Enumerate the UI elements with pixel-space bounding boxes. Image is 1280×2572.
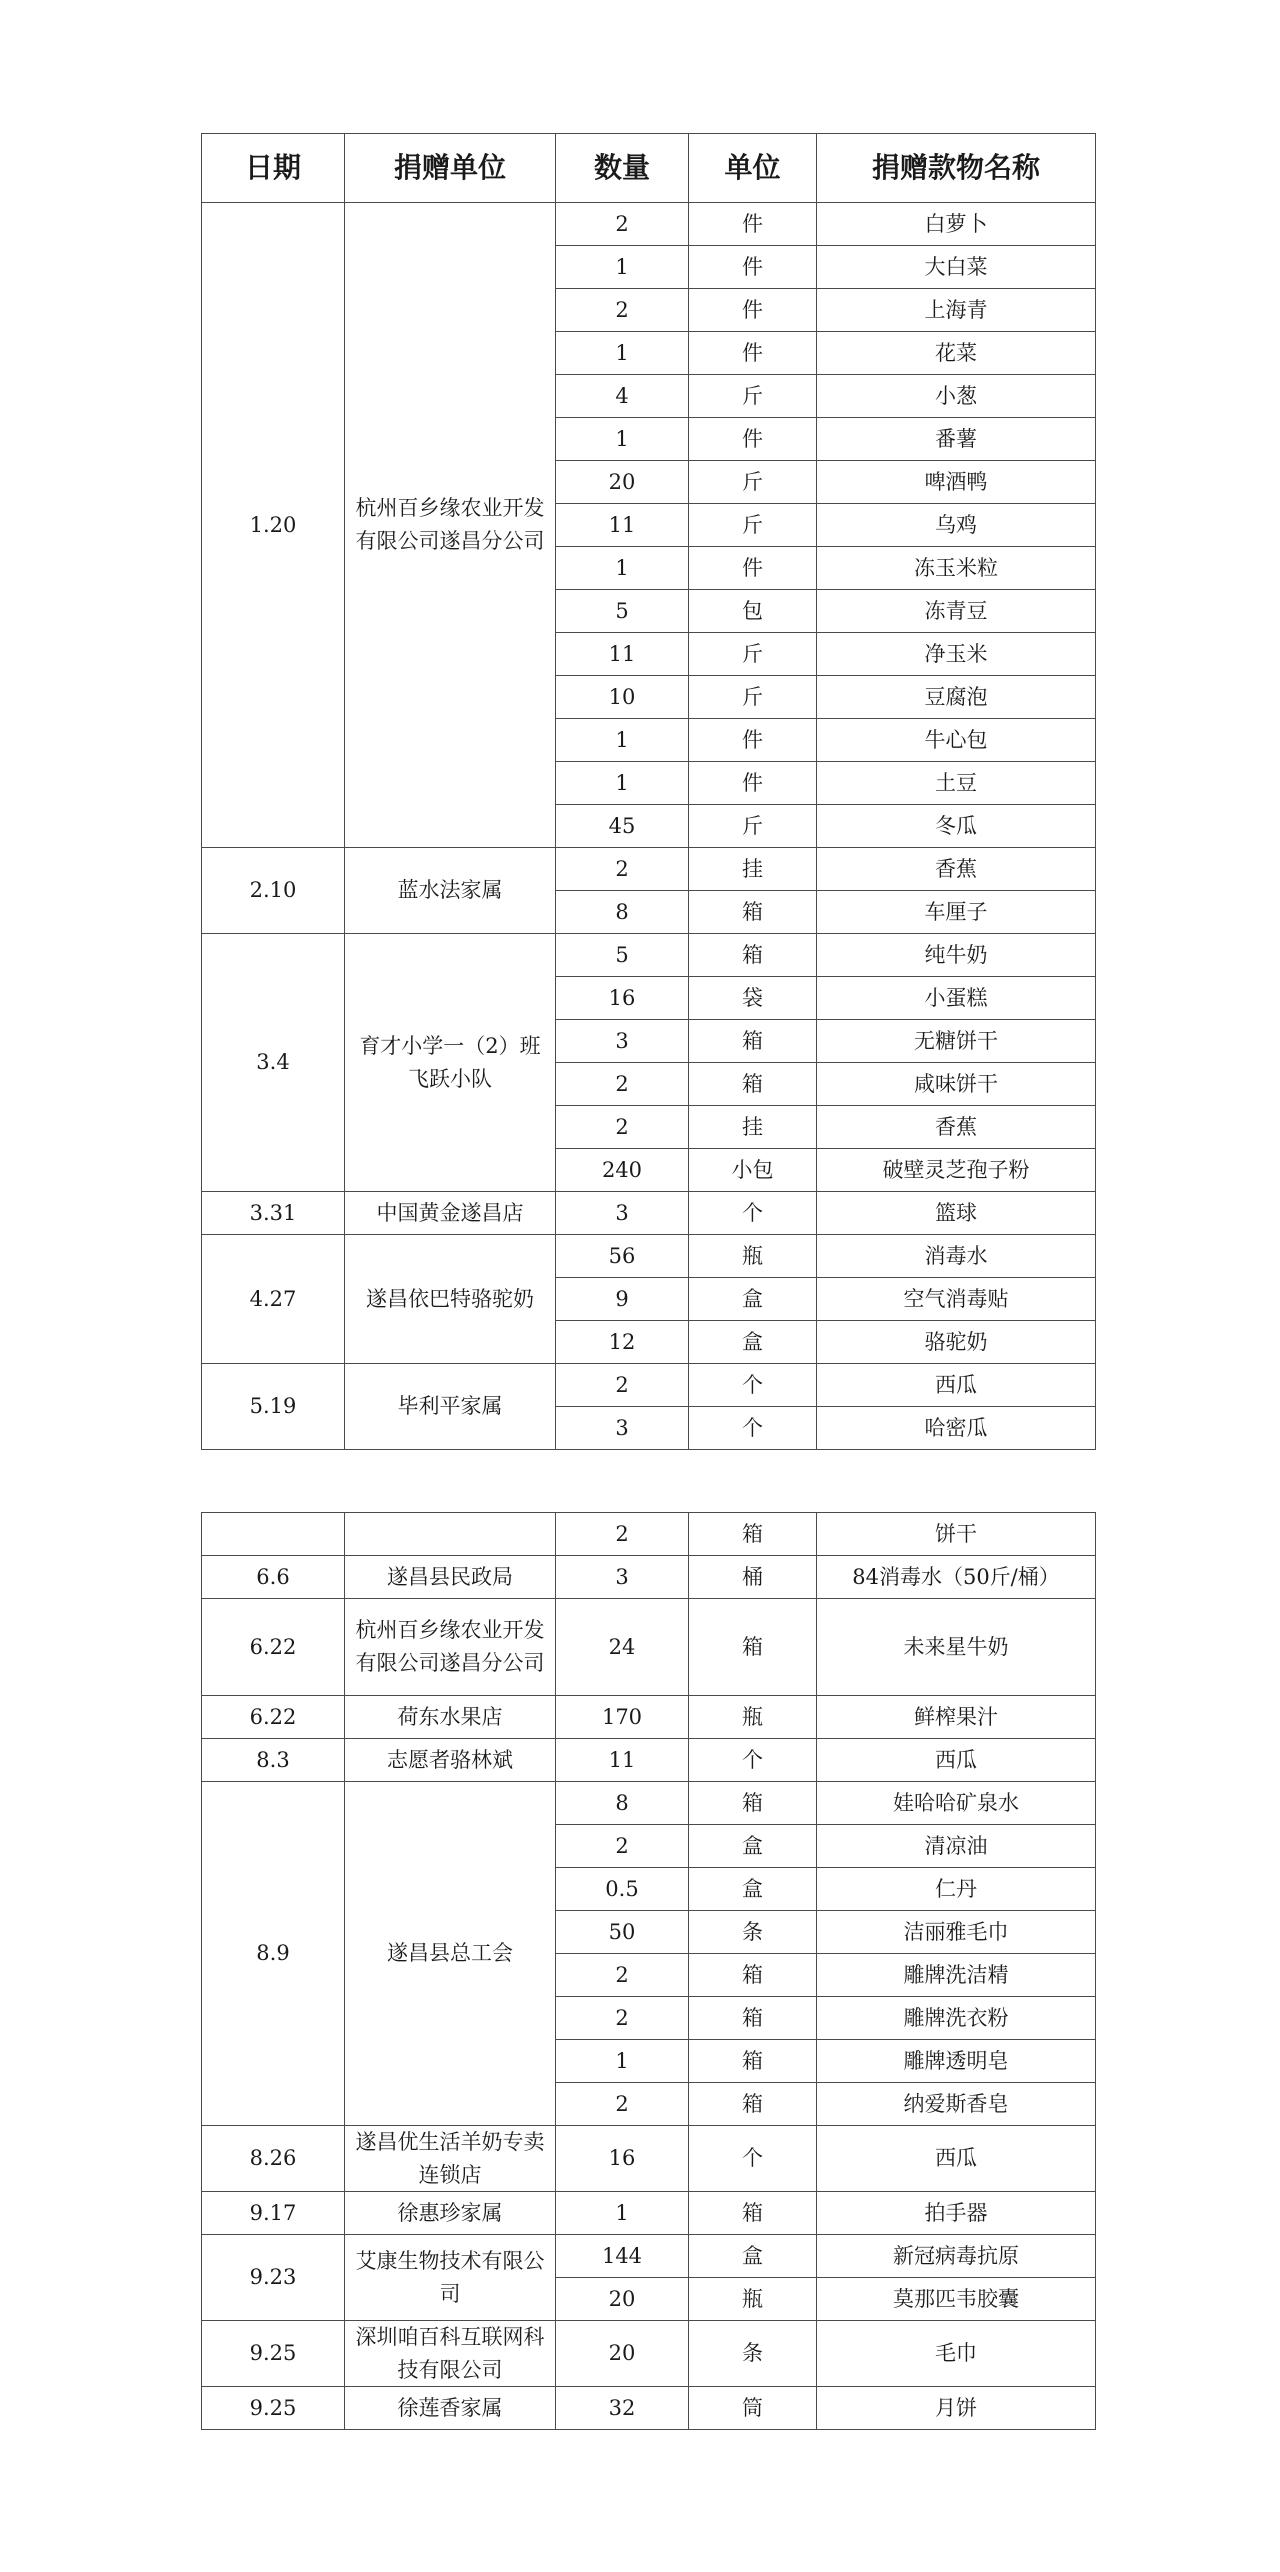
unit-cell: 个 [689,2126,817,2192]
item-cell: 番薯 [817,418,1096,461]
unit-cell: 箱 [689,2083,817,2126]
item-cell: 车厘子 [817,891,1096,934]
item-cell: 冬瓜 [817,805,1096,848]
item-cell: 土豆 [817,762,1096,805]
date-cell: 8.26 [202,2126,345,2192]
item-cell: 咸味饼干 [817,1063,1096,1106]
unit-cell: 斤 [689,633,817,676]
unit-cell: 袋 [689,977,817,1020]
table-row [202,1235,1096,1278]
table-row [202,1782,1096,1825]
date-cell: 6.22 [202,1696,345,1739]
item-cell: 莫那匹韦胶囊 [817,2278,1096,2321]
unit-cell: 包 [689,590,817,633]
unit-cell: 个 [689,1364,817,1407]
table-row [202,934,1096,977]
unit-cell: 斤 [689,676,817,719]
quantity-cell: 11 [556,1739,689,1782]
unit-cell: 箱 [689,1954,817,1997]
table-row [202,2192,1096,2235]
quantity-cell: 2 [556,1825,689,1868]
quantity-cell: 3 [556,1556,689,1599]
unit-cell: 箱 [689,1020,817,1063]
date-cell: 4.27 [202,1235,345,1364]
table-row [202,2321,1096,2387]
table-row [202,2387,1096,2430]
unit-cell: 斤 [689,461,817,504]
quantity-cell: 3 [556,1192,689,1235]
date-cell: 5.19 [202,1364,345,1450]
donor-cell: 志愿者骆林斌 [345,1739,556,1782]
unit-cell: 箱 [689,1599,817,1696]
unit-cell: 条 [689,2321,817,2387]
table-row [202,1599,1096,1696]
item-cell: 哈密瓜 [817,1407,1096,1450]
unit-cell: 件 [689,289,817,332]
item-cell: 84消毒水（50斤/桶） [817,1556,1096,1599]
unit-cell: 小包 [689,1149,817,1192]
unit-cell: 桶 [689,1556,817,1599]
quantity-cell: 2 [556,1106,689,1149]
unit-cell: 瓶 [689,1235,817,1278]
quantity-cell: 1 [556,2040,689,2083]
date-cell: 9.25 [202,2387,345,2430]
item-cell: 西瓜 [817,1739,1096,1782]
date-cell [202,1513,345,1556]
unit-cell: 个 [689,1192,817,1235]
unit-cell: 斤 [689,504,817,547]
unit-cell: 箱 [689,1513,817,1556]
table-row [202,1696,1096,1739]
quantity-cell: 2 [556,1997,689,2040]
unit-cell: 箱 [689,2192,817,2235]
donor-cell: 徐惠珍家属 [345,2192,556,2235]
unit-cell: 瓶 [689,1696,817,1739]
table-row [202,1513,1096,1556]
donation-table-1 [201,133,1096,1450]
item-cell: 未来星牛奶 [817,1599,1096,1696]
date-cell: 9.25 [202,2321,345,2387]
donation-table-2 [201,1512,1096,2430]
item-cell: 啤酒鸭 [817,461,1096,504]
table-row [202,1556,1096,1599]
table-row [202,203,1096,246]
item-cell: 雕牌洗洁精 [817,1954,1096,1997]
unit-cell: 斤 [689,375,817,418]
quantity-cell: 12 [556,1321,689,1364]
quantity-cell: 1 [556,719,689,762]
quantity-cell: 16 [556,977,689,1020]
quantity-cell: 0.5 [556,1868,689,1911]
quantity-cell: 45 [556,805,689,848]
quantity-cell: 5 [556,590,689,633]
unit-cell: 个 [689,1739,817,1782]
donor-cell: 毕利平家属 [345,1364,556,1450]
unit-cell: 个 [689,1407,817,1450]
quantity-cell: 2 [556,2083,689,2126]
date-cell: 6.6 [202,1556,345,1599]
date-cell: 9.23 [202,2235,345,2321]
unit-cell: 盒 [689,1868,817,1911]
donor-cell: 中国黄金遂昌店 [345,1192,556,1235]
item-cell: 仁丹 [817,1868,1096,1911]
quantity-cell: 8 [556,891,689,934]
item-cell: 毛巾 [817,2321,1096,2387]
item-cell: 白萝卜 [817,203,1096,246]
unit-cell: 斤 [689,805,817,848]
quantity-cell: 2 [556,1513,689,1556]
donor-cell: 深圳咱百科互联网科技有限公司 [345,2321,556,2387]
quantity-cell: 11 [556,633,689,676]
table-row [202,1739,1096,1782]
item-cell: 拍手器 [817,2192,1096,2235]
date-cell: 6.22 [202,1599,345,1696]
quantity-cell: 10 [556,676,689,719]
quantity-cell: 20 [556,2321,689,2387]
item-cell: 大白菜 [817,246,1096,289]
item-cell: 鲜榨果汁 [817,1696,1096,1739]
unit-cell: 瓶 [689,2278,817,2321]
table-row [202,2235,1096,2278]
item-cell: 乌鸡 [817,504,1096,547]
quantity-cell: 2 [556,289,689,332]
quantity-cell: 1 [556,418,689,461]
item-cell: 牛心包 [817,719,1096,762]
unit-cell: 盒 [689,1278,817,1321]
item-cell: 纯牛奶 [817,934,1096,977]
quantity-cell: 2 [556,1954,689,1997]
item-cell: 香蕉 [817,1106,1096,1149]
item-cell: 消毒水 [817,1235,1096,1278]
item-cell: 上海青 [817,289,1096,332]
donor-cell: 蓝水法家属 [345,848,556,934]
quantity-cell: 56 [556,1235,689,1278]
unit-cell: 盒 [689,2235,817,2278]
item-cell: 冻玉米粒 [817,547,1096,590]
donor-cell: 杭州百乡缘农业开发有限公司遂昌分公司 [345,203,556,848]
quantity-cell: 1 [556,332,689,375]
header-quantity: 数量 [556,134,689,203]
date-cell: 1.20 [202,203,345,848]
item-cell: 冻青豆 [817,590,1096,633]
header-donor: 捐赠单位 [345,134,556,203]
quantity-cell: 2 [556,1063,689,1106]
header-date: 日期 [202,134,345,203]
quantity-cell: 2 [556,848,689,891]
item-cell: 豆腐泡 [817,676,1096,719]
quantity-cell: 2 [556,203,689,246]
date-cell: 8.9 [202,1782,345,2126]
quantity-cell: 20 [556,2278,689,2321]
quantity-cell: 170 [556,1696,689,1739]
quantity-cell: 20 [556,461,689,504]
item-cell: 雕牌透明皂 [817,2040,1096,2083]
date-cell: 3.4 [202,934,345,1192]
item-cell: 西瓜 [817,1364,1096,1407]
item-cell: 小葱 [817,375,1096,418]
unit-cell: 件 [689,547,817,590]
item-cell: 香蕉 [817,848,1096,891]
header-item: 捐赠款物名称 [817,134,1096,203]
quantity-cell: 11 [556,504,689,547]
quantity-cell: 16 [556,2126,689,2192]
donor-cell: 遂昌县民政局 [345,1556,556,1599]
item-cell: 篮球 [817,1192,1096,1235]
header-unit: 单位 [689,134,817,203]
quantity-cell: 3 [556,1020,689,1063]
donor-cell: 遂昌依巴特骆驼奶 [345,1235,556,1364]
quantity-cell: 4 [556,375,689,418]
item-cell: 净玉米 [817,633,1096,676]
unit-cell: 箱 [689,2040,817,2083]
donor-cell: 荷东水果店 [345,1696,556,1739]
donor-cell: 杭州百乡缘农业开发有限公司遂昌分公司 [345,1599,556,1696]
date-cell: 2.10 [202,848,345,934]
quantity-cell: 32 [556,2387,689,2430]
quantity-cell: 1 [556,246,689,289]
quantity-cell: 8 [556,1782,689,1825]
unit-cell: 箱 [689,1997,817,2040]
item-cell: 娃哈哈矿泉水 [817,1782,1096,1825]
unit-cell: 箱 [689,891,817,934]
quantity-cell: 1 [556,2192,689,2235]
item-cell: 破壁灵芝孢子粉 [817,1149,1096,1192]
item-cell: 洁丽雅毛巾 [817,1911,1096,1954]
quantity-cell: 1 [556,547,689,590]
unit-cell: 件 [689,246,817,289]
item-cell: 无糖饼干 [817,1020,1096,1063]
item-cell: 空气消毒贴 [817,1278,1096,1321]
item-cell: 饼干 [817,1513,1096,1556]
quantity-cell: 24 [556,1599,689,1696]
item-cell: 清凉油 [817,1825,1096,1868]
unit-cell: 挂 [689,848,817,891]
quantity-cell: 50 [556,1911,689,1954]
item-cell: 纳爱斯香皂 [817,2083,1096,2126]
date-cell: 3.31 [202,1192,345,1235]
unit-cell: 箱 [689,1782,817,1825]
donor-cell: 遂昌县总工会 [345,1782,556,2126]
donor-cell: 育才小学一（2）班飞跃小队 [345,934,556,1192]
donor-cell: 艾康生物技术有限公司 [345,2235,556,2321]
quantity-cell: 3 [556,1407,689,1450]
table-row [202,1192,1096,1235]
item-cell: 骆驼奶 [817,1321,1096,1364]
unit-cell: 件 [689,719,817,762]
item-cell: 花菜 [817,332,1096,375]
date-cell: 8.3 [202,1739,345,1782]
table-row [202,848,1096,891]
item-cell: 新冠病毒抗原 [817,2235,1096,2278]
item-cell: 雕牌洗衣粉 [817,1997,1096,2040]
unit-cell: 筒 [689,2387,817,2430]
donor-cell: 遂昌优生活羊奶专卖连锁店 [345,2126,556,2192]
unit-cell: 挂 [689,1106,817,1149]
quantity-cell: 240 [556,1149,689,1192]
donor-cell [345,1513,556,1556]
date-cell: 9.17 [202,2192,345,2235]
quantity-cell: 2 [556,1364,689,1407]
header-row [202,134,1096,203]
unit-cell: 件 [689,203,817,246]
unit-cell: 件 [689,332,817,375]
unit-cell: 盒 [689,1321,817,1364]
table-row [202,1364,1096,1407]
item-cell: 月饼 [817,2387,1096,2430]
quantity-cell: 144 [556,2235,689,2278]
quantity-cell: 5 [556,934,689,977]
item-cell: 小蛋糕 [817,977,1096,1020]
unit-cell: 盒 [689,1825,817,1868]
item-cell: 西瓜 [817,2126,1096,2192]
unit-cell: 箱 [689,1063,817,1106]
quantity-cell: 9 [556,1278,689,1321]
unit-cell: 箱 [689,934,817,977]
unit-cell: 件 [689,762,817,805]
unit-cell: 件 [689,418,817,461]
table-row [202,2126,1096,2192]
donor-cell: 徐莲香家属 [345,2387,556,2430]
quantity-cell: 1 [556,762,689,805]
unit-cell: 条 [689,1911,817,1954]
